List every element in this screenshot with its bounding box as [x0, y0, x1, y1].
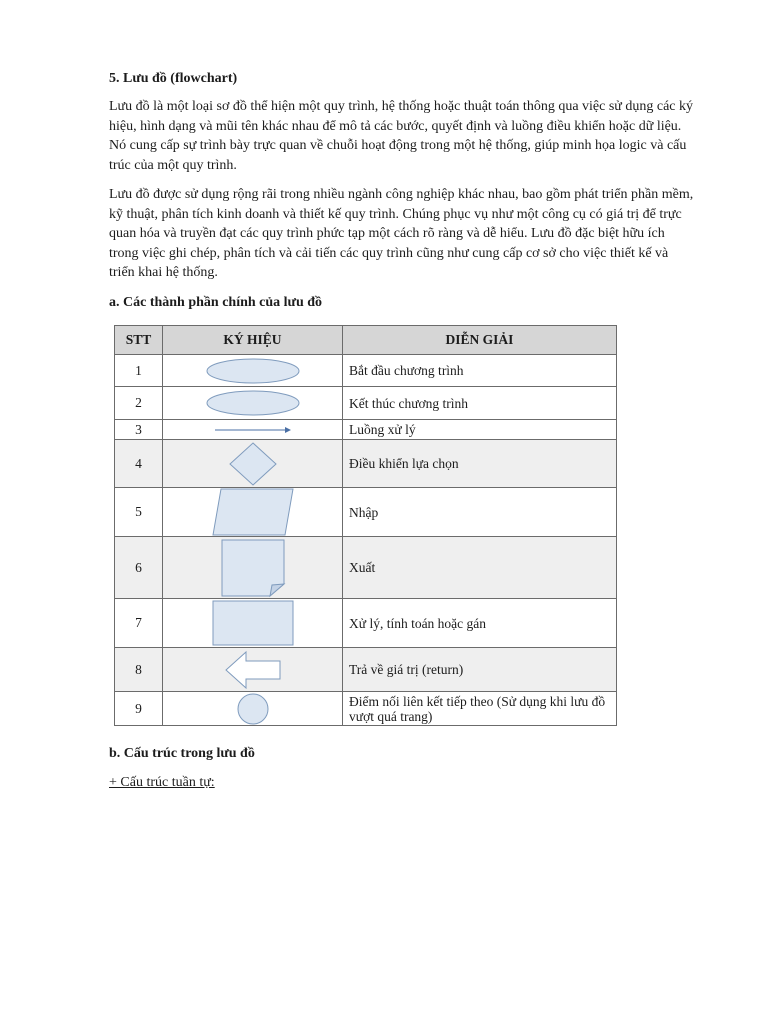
- subsection-a-title: a. Các thành phần chính của lưu đồ: [109, 295, 323, 310]
- table-row: [115, 692, 617, 726]
- symbol-cell: [163, 387, 343, 420]
- row-number: 1: [115, 355, 163, 387]
- arrow-left-icon: [224, 650, 282, 690]
- row-number: 4: [115, 440, 163, 488]
- row-description: Nhập: [343, 488, 617, 537]
- header-symbol: KÝ HIỆU: [163, 326, 343, 355]
- row-number: 5: [115, 488, 163, 537]
- row-number: 6: [115, 537, 163, 599]
- symbol-cell: [163, 692, 343, 726]
- header-description: DIỄN GIẢI: [343, 326, 617, 355]
- row-description: Kết thúc chương trình: [343, 387, 617, 420]
- diamond-icon: [228, 441, 278, 487]
- row-description: Điều khiển lựa chọn: [343, 440, 617, 488]
- symbol-cell: [163, 488, 343, 537]
- ellipse-icon: [205, 389, 301, 417]
- arrow-right-icon: [213, 425, 293, 435]
- table-row: [115, 440, 617, 488]
- document-icon: [220, 538, 286, 598]
- symbol-cell: [163, 537, 343, 599]
- symbol-cell: [163, 648, 343, 692]
- usage-paragraph: Lưu đồ được sử dụng rộng rãi trong nhiều ngành công nghiệp khác nhau, bao gồm phát triển phần mềm, kỹ thuật, phân tích kinh doanh và thiết kế quy trình. Chúng phục vụ như một công cụ có giá trị để trực quan hóa và truyền đạt các quy trình phức tạp một cách rõ ràng và dễ hiểu. Lưu đồ đặc biệt hữu ích trong việc ghi chép, phân tích và cải tiến các quy trình cũng như cung cấp cơ sở cho việc thiết kế và triển khai hệ thống.: [109, 187, 694, 281]
- sequential-structure-label: + Cấu trúc tuần tự:: [109, 775, 215, 790]
- table-row: [115, 537, 617, 599]
- table-row: [115, 599, 617, 648]
- flowchart-symbols-table: [114, 325, 617, 726]
- parallelogram-icon: [211, 488, 295, 536]
- row-description: Xử lý, tính toán hoặc gán: [343, 599, 617, 648]
- symbol-cell: [163, 420, 343, 440]
- header-stt: STT: [115, 326, 163, 355]
- symbol-cell: [163, 440, 343, 488]
- symbol-cell: [163, 355, 343, 387]
- row-number: 7: [115, 599, 163, 648]
- row-number: 2: [115, 387, 163, 420]
- table-header-row: [115, 326, 617, 355]
- row-number: 3: [115, 420, 163, 440]
- row-description: Bắt đầu chương trình: [343, 355, 617, 387]
- table-row: [115, 355, 617, 387]
- table-row: [115, 387, 617, 420]
- table-row: [115, 648, 617, 692]
- table-row: [115, 420, 617, 440]
- ellipse-icon: [205, 357, 301, 385]
- row-description: Trả về giá trị (return): [343, 648, 617, 692]
- rectangle-icon: [212, 600, 294, 646]
- circle-icon: [236, 693, 270, 725]
- row-number: 8: [115, 648, 163, 692]
- row-number: 9: [115, 692, 163, 726]
- section-title: 5. Lưu đồ (flowchart): [109, 71, 238, 86]
- table-row: [115, 488, 617, 537]
- subsection-b-title: b. Cấu trúc trong lưu đồ: [109, 746, 255, 761]
- row-description: Luồng xử lý: [343, 420, 617, 440]
- row-description: Điểm nối liên kết tiếp theo (Sử dụng khi lưu đồ vượt quá trang): [343, 692, 617, 726]
- row-description: Xuất: [343, 537, 617, 599]
- symbol-cell: [163, 599, 343, 648]
- intro-paragraph: Lưu đồ là một loại sơ đồ thể hiện một quy trình, hệ thống hoặc thuật toán thông qua việc sử dụng các ký hiệu, hình dạng và mũi tên khác nhau để mô tả các bước, quyết định và luồng điều khiển hoặc dữ liệu. Nó cung cấp sự trình bày trực quan về chuỗi hoạt động trong một hệ thống, giúp minh họa logic và cấu trúc của một quy trình.: [109, 99, 694, 173]
